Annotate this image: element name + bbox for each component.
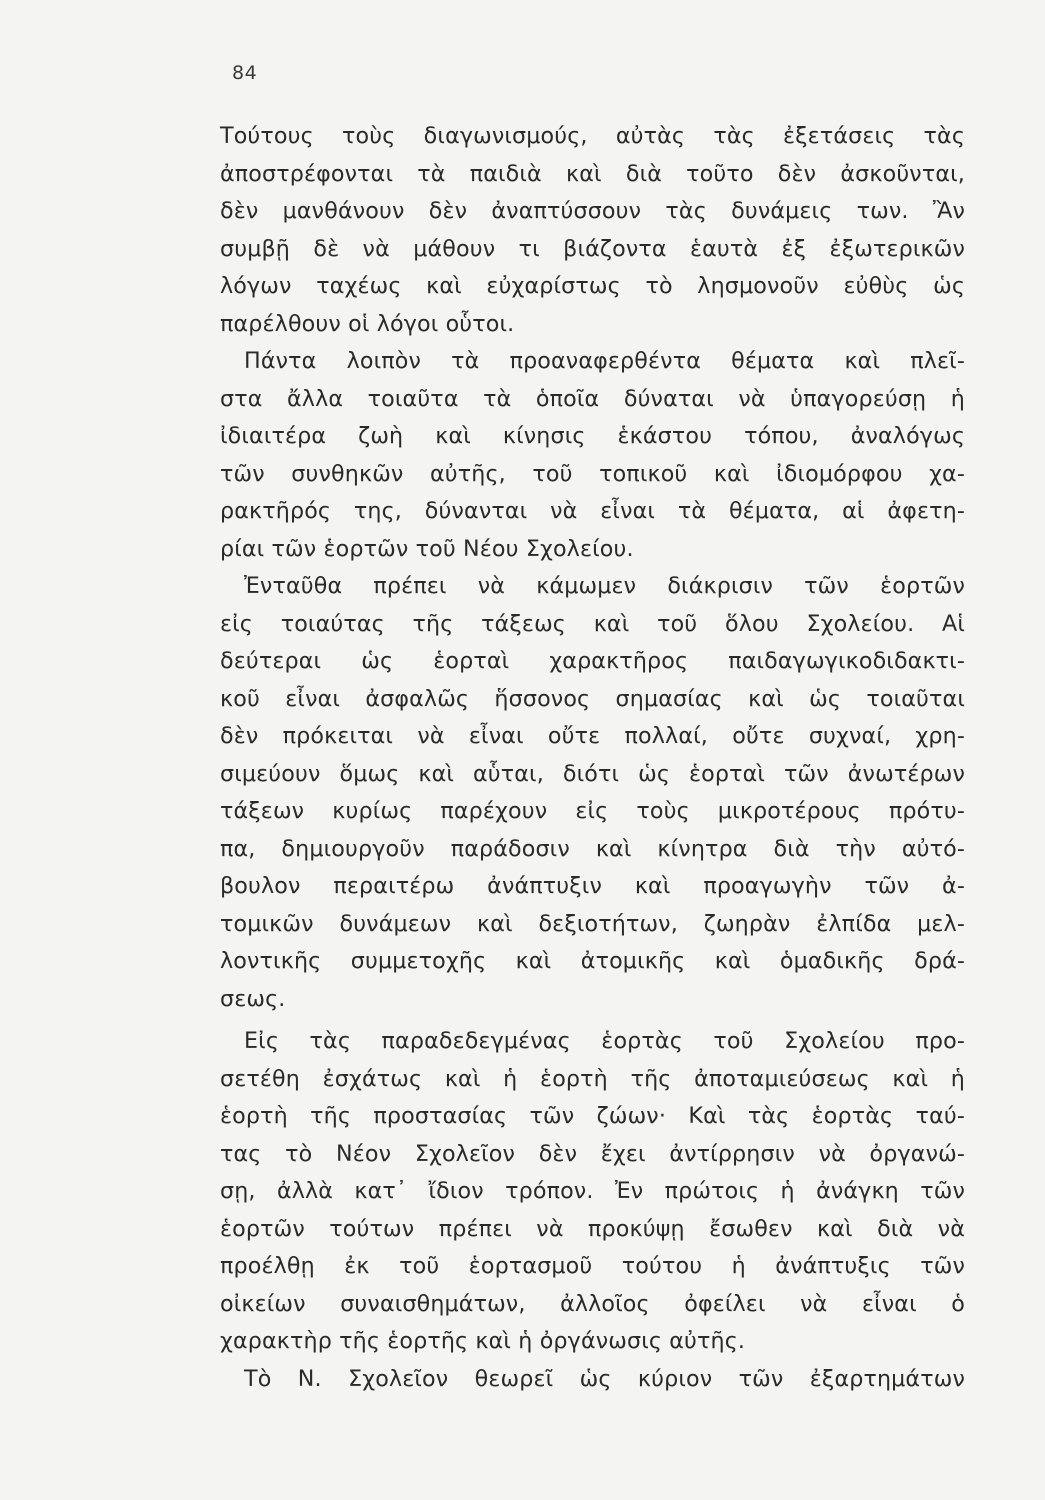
text-line: Τούτους τοὺς διαγωνισμούς, αὐτὰς τὰς ἐξετάσεις τὰς xyxy=(220,123,965,149)
text-line: σεως. xyxy=(220,985,286,1012)
text-line: δὲν πρόκειται νὰ εἶναι οὔτε πολλαί, οὔτε συχναί, χρη- xyxy=(220,723,965,749)
text-line: δεύτεραι ὡς ἑορταὶ χαρακτῆρος παιδαγωγικοδιδακτι- xyxy=(220,648,965,674)
text-line: κοῦ εἶναι ἀσφαλῶς ἥσσονος σημασίας καὶ ὡς τοιαῦται xyxy=(220,685,965,712)
page-number: 84 xyxy=(232,62,258,84)
paragraph-first-line: Πάντα λοιπὸν τὰ προαναφερθέντα θέματα καὶ πλεῖ- xyxy=(244,348,965,374)
text-line: ἑορτὴ τῆς προστασίας τῶν ζώων· Καὶ τὰς ἑορτὰς ταύ- xyxy=(220,1103,965,1129)
text-line: τῶν συνθηκῶν αὐτῆς, τοῦ τοπικοῦ καὶ ἰδιομόρφου χα- xyxy=(220,460,965,487)
text-line: τάξεων κυρίως παρέχουν εἰς τοὺς μικροτέρους πρότυ- xyxy=(220,798,965,824)
text-line: συμβῇ δὲ νὰ μάθουν τι βιάζοντα ἑαυτὰ ἐξ ἐξωτερικῶν xyxy=(220,235,965,262)
body-text xyxy=(220,118,965,1398)
text-line: εἰς τοιαύτας τῆς τάξεως καὶ τοῦ ὅλου Σχολείου. Αἱ xyxy=(220,610,965,637)
text-line: παρέλθουν οἱ λόγοι οὗτοι. xyxy=(220,310,515,337)
text-line: τας τὸ Νέον Σχολεῖον δὲν ἔχει ἀντίρρησιν νὰ ὀργανώ- xyxy=(220,1140,965,1167)
text-line: λοντικῆς συμμετοχῆς καὶ ἀτομικῆς καὶ ὁμαδικῆς δρά- xyxy=(220,948,965,974)
text-line: οἰκείων συναισθημάτων, ἀλλοῖος ὀφείλει νὰ εἶναι ὁ xyxy=(220,1290,965,1317)
paragraph-first-line: Εἰς τὰς παραδεδεγμένας ἑορτὰς τοῦ Σχολείου προ- xyxy=(244,1028,965,1054)
text-line: στα ἄλλα τοιαῦτα τὰ ὁποῖα δύναται νὰ ὑπαγορεύσῃ ἡ xyxy=(220,385,965,412)
text-line: πα, δημιουργοῦν παράδοσιν καὶ κίνητρα διὰ τὴν αὐτό- xyxy=(220,835,965,862)
text-line: σιμεύουν ὅμως καὶ αὗται, διότι ὡς ἑορταὶ τῶν ἀνωτέρων xyxy=(220,760,965,787)
text-line: λόγων ταχέως καὶ εὐχαρίστως τὸ λησμονοῦν εὐθὺς ὡς xyxy=(220,273,965,299)
text-line: χαρακτὴρ τῆς ἑορτῆς καὶ ἡ ὀργάνωσις αὐτῆς. xyxy=(220,1328,746,1354)
text-line: δὲν μανθάνουν δὲν ἀναπτύσσουν τὰς δυνάμεις των. Ἂν xyxy=(220,198,965,224)
text-line: ἑορτῶν τούτων πρέπει νὰ προκύψῃ ἔσωθεν καὶ διὰ νὰ xyxy=(220,1215,965,1242)
paragraph-first-line: Ἐνταῦθα πρέπει νὰ κάμωμεν διάκρισιν τῶν ἑορτῶν xyxy=(244,573,965,599)
paragraph-first-line: Τὸ Ν. Σχολεῖον θεωρεῖ ὡς κύριον τῶν ἐξαρτημάτων xyxy=(244,1365,965,1392)
text-line: βουλον περαιτέρω ἀνάπτυξιν καὶ προαγωγὴν τῶν ἀ- xyxy=(220,873,965,899)
text-line: τομικῶν δυνάμεων καὶ δεξιοτήτων, ζωηρὰν ἐλπίδα μελ- xyxy=(220,910,965,937)
text-line: ρακτῆρός της, δύνανται νὰ εἶναι τὰ θέματα, αἱ ἀφετη- xyxy=(220,498,965,524)
text-line: ρίαι τῶν ἑορτῶν τοῦ Νέου Σχολείου. xyxy=(220,535,634,562)
text-line: ἰδιαιτέρα ζωὴ καὶ κίνησις ἑκάστου τόπου, ἀναλόγως xyxy=(220,423,965,449)
text-line: ἀποστρέφονται τὰ παιδιὰ καὶ διὰ τοῦτο δὲν ἀσκοῦνται, xyxy=(220,160,965,187)
text-line: σῃ, ἀλλὰ κατ᾽ ἴδιον τρόπον. Ἐν πρώτοις ἡ ἀνάγκη τῶν xyxy=(220,1178,965,1204)
text-line: σετέθη ἐσχάτως καὶ ἡ ἑορτὴ τῆς ἀποταμιεύσεως καὶ ἡ xyxy=(220,1065,965,1092)
text-line: προέλθῃ ἐκ τοῦ ἑορτασμοῦ τούτου ἡ ἀνάπτυξις τῶν xyxy=(220,1253,965,1279)
